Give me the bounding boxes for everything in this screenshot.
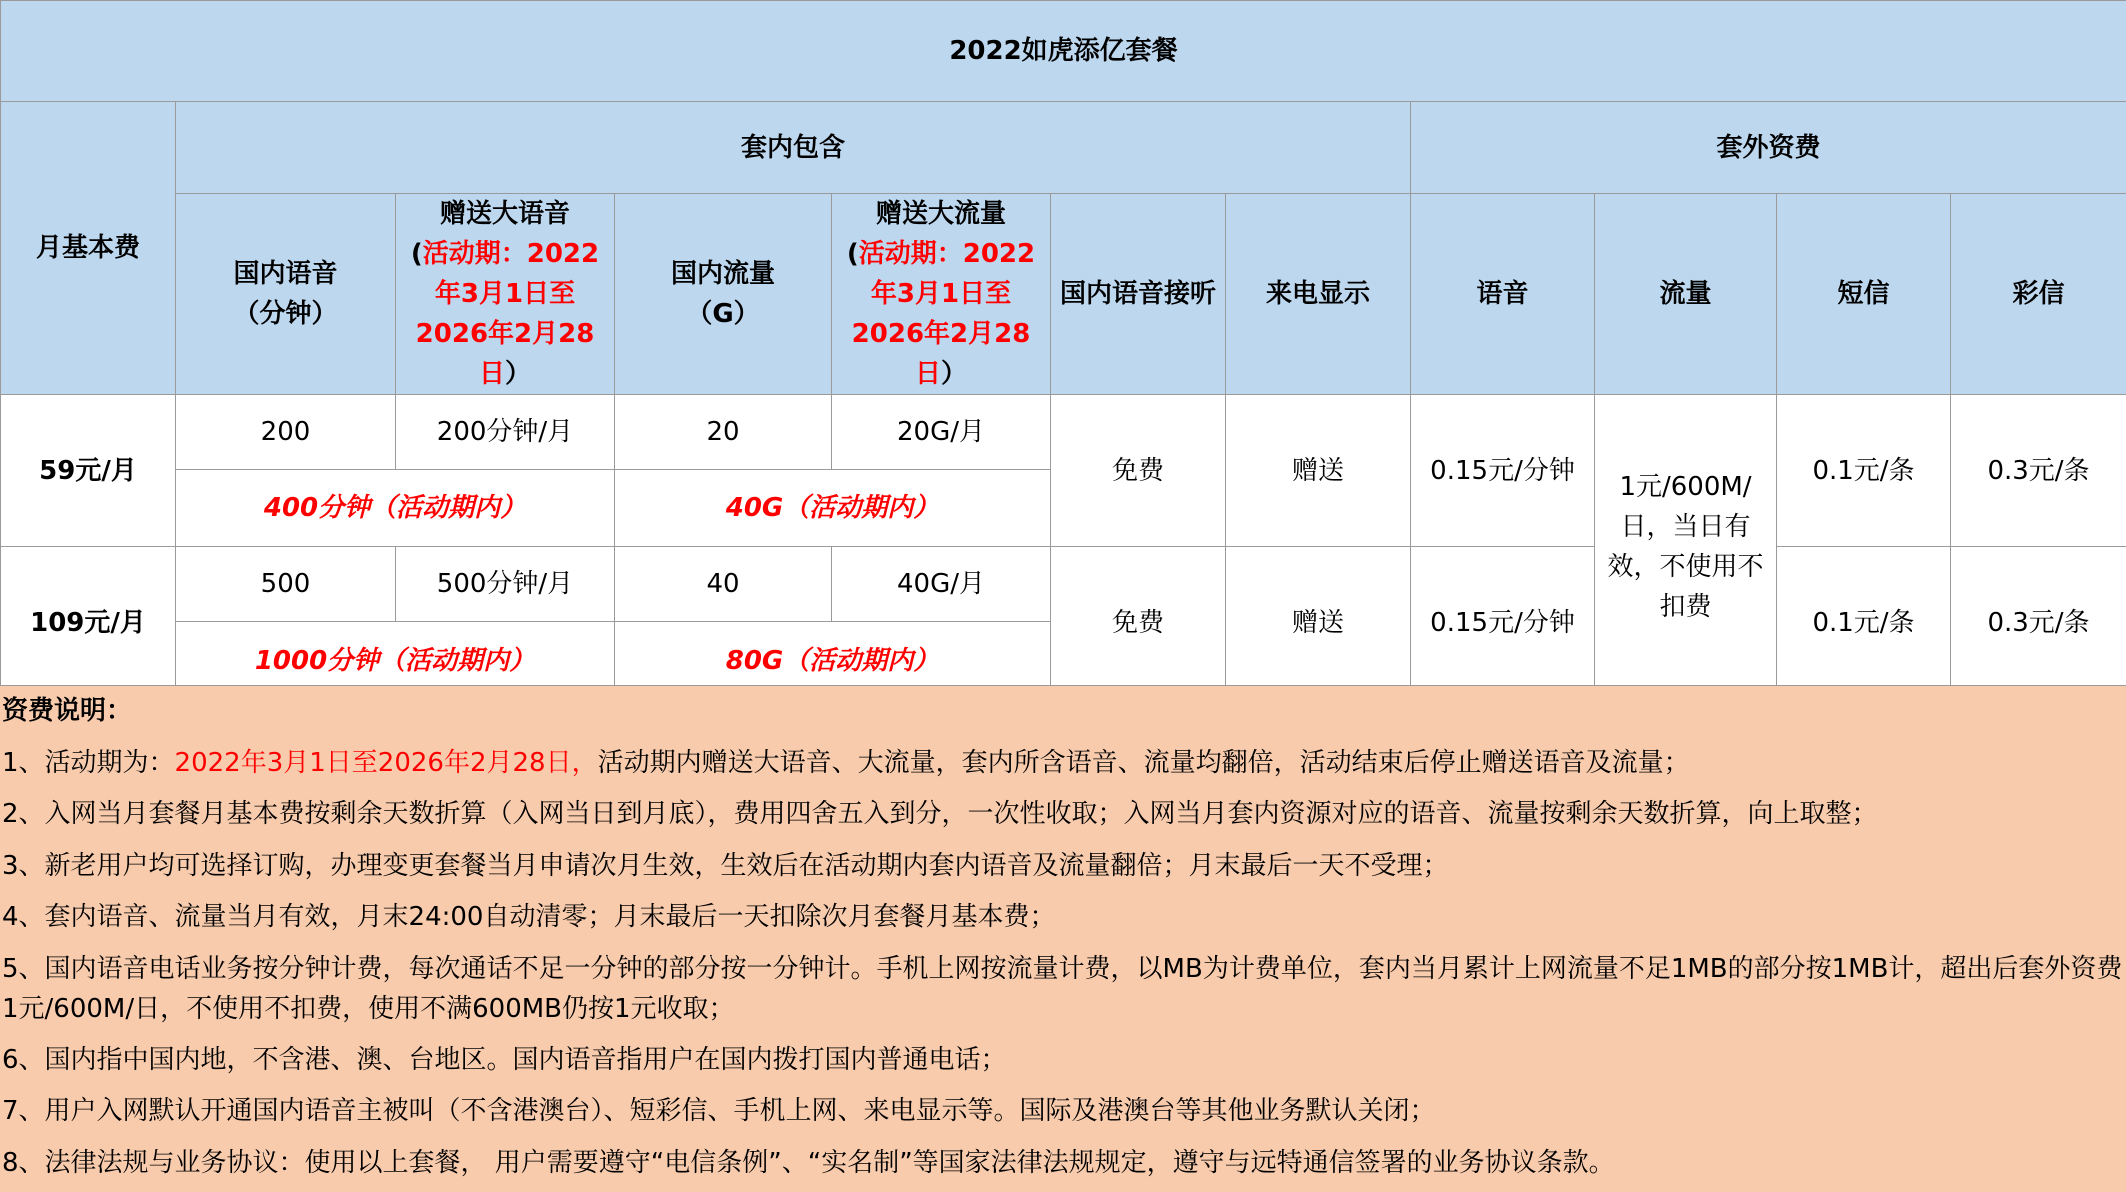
plan-59-bonus-data: 20G/月 [832, 395, 1051, 470]
plan-59-extra-mms: 0.3元/条 [1951, 395, 2126, 547]
bonus-voice-period: 活动期：2022年3月1日至2026年2月28日 [415, 239, 600, 389]
note-1-rest: 活动期内赠送大语音、大流量，套内所含语音、流量均翻倍，活动结束后停止赠送语音及流量； [597, 747, 1690, 778]
plan-109-fee: 109元/月 [1, 547, 176, 700]
extra-mms-header: 彩信 [1951, 194, 2126, 395]
extra-data-header: 流量 [1595, 194, 1777, 395]
plan-59-extra-sms: 0.1元/条 [1777, 395, 1951, 547]
note-1-period: 2022年3月1日至2026年2月28日， [174, 747, 598, 778]
bonus-voice-paren-open: ( [410, 239, 423, 269]
monthly-fee-header: 月基本费 [1, 102, 176, 395]
plan-59-fee: 59元/月 [1, 395, 176, 547]
note-4: 4、套内语音、流量当月有效，月末24:00自动清零；月末最后一天扣除次月套餐月基本费； [2, 902, 1056, 932]
bonus-voice-header [396, 194, 615, 395]
caller-id-header: 来电显示 [1226, 194, 1411, 395]
plan-109-caller-id: 赠送 [1226, 547, 1411, 700]
bonus-voice-paren-close: ） [505, 359, 532, 389]
note-1-prefix: 1、活动期为： [2, 747, 175, 778]
plan-59-bonus-voice: 200分钟/月 [396, 395, 615, 470]
notes-title: 资费说明： [2, 696, 133, 726]
bonus-data-label: 赠送大流量 [875, 199, 1006, 229]
note-6: 6、国内指中国内地，不含港、澳、台地区。国内语音指用户在国内拨打国内普通电话； [2, 1044, 1007, 1075]
bonus-data-period: 活动期：2022年3月1日至2026年2月28日 [851, 239, 1036, 389]
note-8: 8、法律法规与业务协议：使用以上套餐， 用户需要遵守“电信条例”、“实名制”等国家法律法规规定，遵守与远特通信签署的业务协议条款。 [2, 1147, 1615, 1178]
plan-109-extra-voice: 0.15元/分钟 [1411, 547, 1595, 700]
domestic-voice-label: 国内语音 [233, 259, 338, 289]
note-7: 7、用户入网默认开通国内语音主被叫（不含港澳台）、短彩信、手机上网、来电显示等。国际及港澳台等其他业务默认关闭； [2, 1096, 1436, 1126]
plan-109-incoming: 免费 [1051, 547, 1226, 700]
extra-sms-header: 短信 [1777, 194, 1951, 395]
extra-charges-header: 套外资费 [1411, 102, 2126, 194]
plan-59-caller-id: 赠送 [1226, 395, 1411, 547]
plan-109-extra-sms: 0.1元/条 [1777, 547, 1951, 700]
note-1 [2, 738, 2126, 790]
bonus-voice-label: 赠送大语音 [439, 199, 570, 229]
incoming-calls-header: 国内语音接听 [1051, 194, 1226, 395]
table-title: 2022如虎添亿套餐 [1, 1, 2126, 102]
extra-voice-header: 语音 [1411, 194, 1595, 395]
plan-109-bonus-voice: 500分钟/月 [396, 547, 615, 622]
note-5: 5、国内语音电话业务按分钟计费，每次通话不足一分钟的部分按一分钟计。手机上网按流量计费，以MB为计费单位，套内当月累计上网流量不足1MB的部分按1MB计，超出后套外资费1元/600M/日，不使用不扣费，使用不满600MB仍按1元收取； [2, 953, 2123, 1024]
domestic-data-unit: （G） [686, 299, 760, 329]
note-2: 2、入网当月套餐月基本费按剩余天数折算（入网当日到月底），费用四舍五入到分，一次性收取；入网当月套内资源对应的语音、流量按剩余天数折算，向上取整； [2, 799, 1878, 829]
domestic-data-label: 国内流量 [670, 259, 775, 289]
domestic-voice-header [176, 194, 396, 395]
plan-59-extra-voice: 0.15元/分钟 [1411, 395, 1595, 547]
plan-59-incoming: 免费 [1051, 395, 1226, 547]
plan-59-data: 20 [615, 395, 832, 470]
bonus-data-paren-close: ） [941, 359, 968, 389]
plan-59-voice: 200 [176, 395, 396, 470]
bonus-data-paren-open: ( [846, 239, 859, 269]
extra-data-shared: 1元/600M/日，当日有效，不使用不扣费 [1595, 395, 1777, 700]
plan-109-bonus-data: 40G/月 [832, 547, 1051, 622]
plan-59-data-promo: 40G（活动期内） [615, 470, 1051, 547]
plan-109-extra-mms: 0.3元/条 [1951, 547, 2126, 700]
note-3: 3、新老用户均可选择订购，办理变更套餐当月申请次月生效，生效后在活动期内套内语音及流量翻倍；月末最后一天不受理； [2, 850, 1449, 881]
domestic-data-header [615, 194, 832, 395]
plan-109-data-promo: 80G（活动期内） [615, 622, 1051, 700]
plan-109-voice: 500 [176, 547, 396, 622]
plan-59-voice-promo: 400分钟（活动期内） [176, 470, 615, 547]
fee-notes [0, 685, 2126, 1192]
plan-109-voice-promo: 1000分钟（活动期内） [176, 622, 615, 700]
plan-109-data: 40 [615, 547, 832, 622]
included-header: 套内包含 [176, 102, 1411, 194]
bonus-data-header [832, 194, 1051, 395]
domestic-voice-unit: （分钟） [233, 299, 338, 329]
